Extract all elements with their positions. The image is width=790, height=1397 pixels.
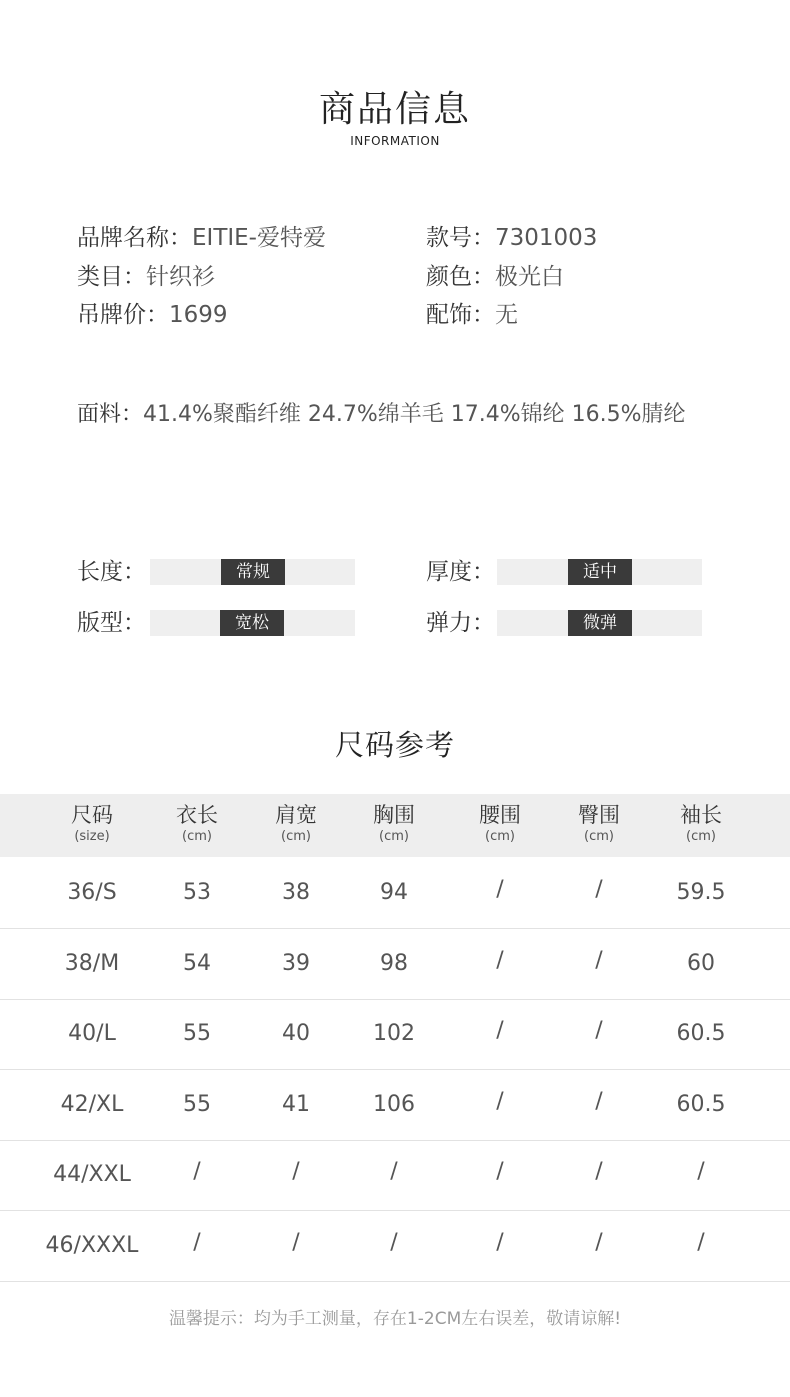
column-header-unit: (cm) [281,829,311,844]
info-color [426,262,564,292]
table-row [0,857,790,929]
column-header [549,802,649,846]
accessory-value: 无 [495,302,518,328]
category-label: 类目： [77,264,146,290]
table-cell: / [496,1018,504,1043]
thickness-label: 厚度： [426,559,495,585]
table-cell: 55 [183,1021,211,1046]
elasticity-label: 弹力： [426,610,495,636]
table-cell: 54 [183,950,211,976]
table-cell: / [496,1088,504,1114]
fabric-label: 面料： [77,402,144,427]
table-cell: / [390,1159,398,1184]
table-cell: / [595,1088,603,1114]
table-cell: 60.5 [676,1091,726,1117]
style-label: 款号： [426,225,495,251]
elasticity-bar [497,610,702,636]
table-row [0,1210,790,1282]
info-style [426,223,597,253]
brand-label: 品牌名称： [77,225,192,251]
table-cell: / [697,1229,705,1255]
table-cell: / [496,947,504,973]
length-label: 长度： [77,559,146,585]
table-cell: / [292,1159,300,1184]
table-cell: / [496,877,504,902]
table-cell: 36/S [67,880,117,905]
thickness-bar [497,559,702,585]
column-header [651,802,751,846]
table-cell: 102 [373,1021,415,1046]
table-row [0,1139,790,1211]
table-cell: 53 [183,880,211,905]
column-header [246,802,346,846]
table-cell: 106 [373,1091,415,1117]
column-header-name: 胸围 [373,803,415,827]
table-cell: / [193,1159,201,1184]
size-chart-title: 尺码参考 [334,728,455,762]
price-value: 1699 [169,302,228,328]
table-cell: / [595,1159,603,1184]
color-value: 极光白 [495,264,564,290]
column-header [42,802,142,846]
column-header-unit: (cm) [379,829,409,844]
length-bar [150,559,355,585]
column-header-name: 衣长 [176,803,218,827]
column-header-unit: (cm) [584,829,614,844]
column-header-name: 腰围 [479,803,521,827]
table-cell: 46/XXXL [45,1232,139,1258]
style-value: 7301003 [495,225,598,251]
table-cell: / [292,1229,300,1255]
size-table-body [0,857,790,1287]
table-cell: 98 [380,950,408,976]
info-price [77,300,228,330]
table-cell: 94 [380,880,408,905]
table-cell: 60 [687,950,715,976]
table-cell: 39 [282,950,310,976]
table-cell: 38/M [64,950,120,976]
column-header-unit: (size) [74,829,110,844]
column-header [450,802,550,846]
info-accessory [426,300,518,330]
column-header [344,802,444,846]
column-header-name: 袖长 [680,803,722,827]
brand-value: EITIE-爱特爱 [192,225,326,251]
length-tag: 常规 [221,559,285,585]
column-header-name: 尺码 [71,803,113,827]
column-header-name: 臀围 [578,803,620,827]
table-cell: / [193,1229,201,1255]
category-value: 针织衫 [146,264,215,290]
accessory-label: 配饰： [426,302,495,328]
table-cell: / [496,1159,504,1184]
table-cell: 40 [282,1021,310,1046]
info-fabric [77,400,686,430]
column-header-unit: (cm) [182,829,212,844]
color-label: 颜色： [426,264,495,290]
table-cell: / [390,1229,398,1255]
table-cell: 59.5 [676,880,726,905]
table-cell: 60.5 [676,1021,726,1046]
column-header-unit: (cm) [686,829,716,844]
table-row [0,1069,790,1141]
page-title: 商品信息 [318,89,471,130]
fit-bar [150,610,355,636]
column-header-unit: (cm) [485,829,515,844]
table-cell: 38 [282,880,310,905]
elasticity-tag: 微弹 [568,610,632,636]
column-header [147,802,247,846]
table-cell: / [595,1018,603,1043]
table-cell: 42/XL [60,1091,124,1117]
table-cell: / [595,947,603,973]
table-cell: 41 [282,1091,310,1117]
info-category [77,262,215,292]
table-row [0,998,790,1070]
fit-label: 版型： [77,610,146,636]
size-table-header [0,794,790,857]
table-cell: / [595,877,603,902]
thickness-tag: 适中 [568,559,632,585]
fabric-value: 41.4%聚酯纤维 24.7%绵羊毛 17.4%锦纶 16.5%腈纶 [143,402,686,427]
info-brand [77,223,326,253]
table-cell: / [595,1229,603,1255]
fit-tag: 宽松 [220,610,284,636]
price-label: 吊牌价： [77,302,169,328]
table-cell: 55 [183,1091,211,1117]
page-subtitle: INFORMATION [350,134,440,148]
column-header-name: 肩宽 [275,803,317,827]
table-cell: 44/XXL [53,1162,131,1187]
table-row [0,928,790,1000]
measurement-note: 温馨提示：均为手工测量，存在1-2CM左右误差，敬请谅解! [168,1309,622,1329]
table-cell: / [697,1159,705,1184]
table-cell: 40/L [68,1021,116,1046]
table-cell: / [496,1229,504,1255]
